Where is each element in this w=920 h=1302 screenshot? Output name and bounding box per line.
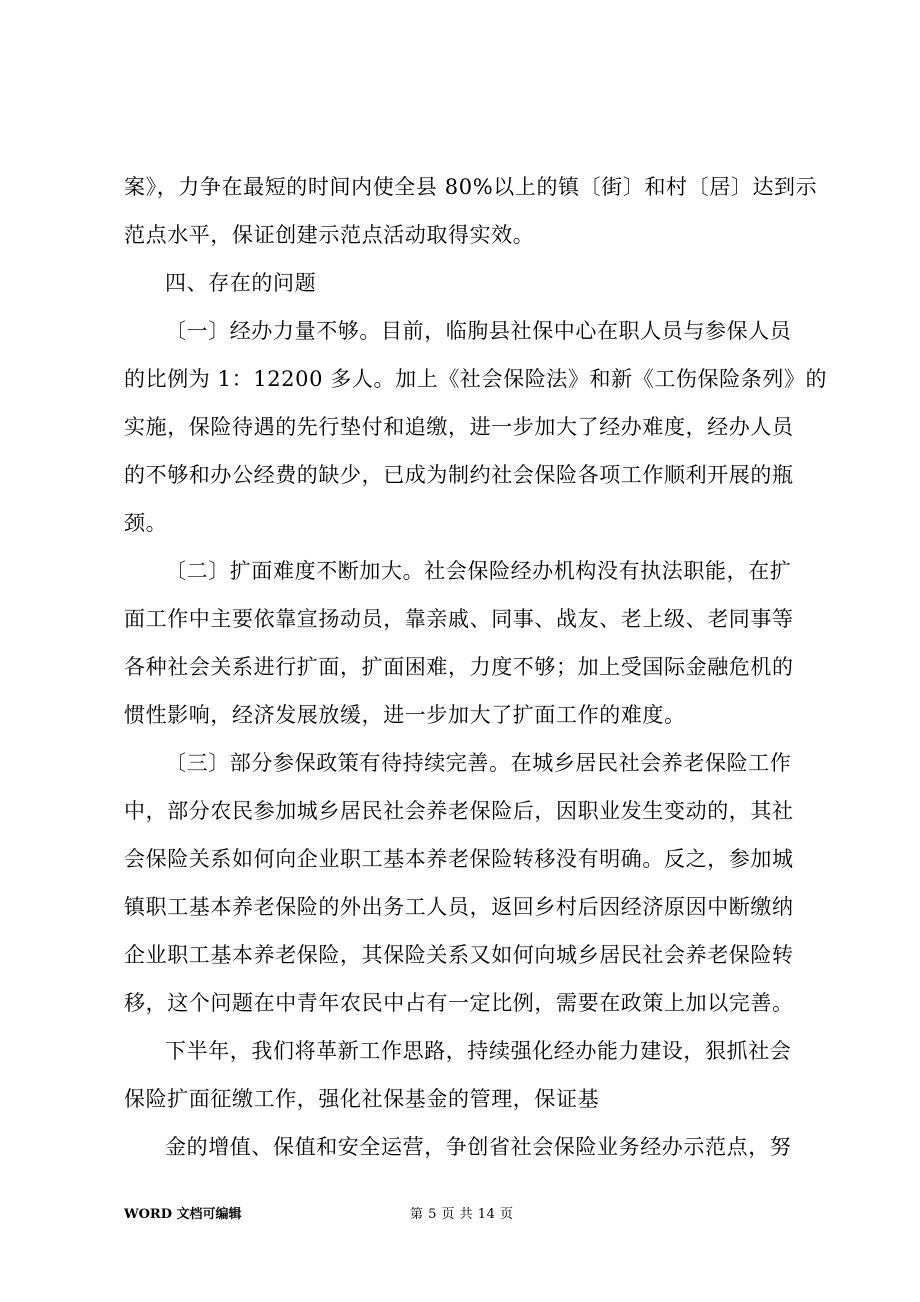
- text-line-15: 会保险关系如何向企业职工基本养老保险转移没有明确。反之，参加城: [124, 847, 794, 871]
- text-line-2: 范点水平，保证创建示范点活动取得实效。: [124, 223, 535, 247]
- text-line-8: 颈。: [124, 511, 168, 535]
- text-line-6: 实施，保险待遇的先行垫付和追缴，进一步加大了经办难度，经办人员: [124, 415, 794, 439]
- text-line-14: 中，部分农民参加城乡居民社会养老保险后，因职业发生变动的，其社: [124, 799, 794, 823]
- text-line-5: 的比例为 1：12200 多人。加上《社会保险法》和新《工伤保险条列》的: [124, 367, 828, 391]
- text-line-1: 案》，力争在最短的时间内使全县 80%以上的镇〔街〕和村〔居〕达到示: [124, 175, 818, 199]
- footer-page-number: 第 5 页 共 14 页: [410, 1207, 514, 1222]
- text-line-19: 下半年，我们将革新工作思路，持续强化经办能力建设，狠抓社会: [165, 1039, 792, 1063]
- text-line-18: 移，这个问题在中青年农民中占有一定比例，需要在政策上加以完善。: [124, 991, 794, 1015]
- text-line-10: 面工作中主要依靠宣扬动员，靠亲戚、同事、战友、老上级、老同事等: [124, 607, 794, 631]
- text-line-20: 保险扩面征缴工作，强化社保基金的管理，保证基: [124, 1087, 600, 1111]
- footer-editable-label: WORD 文档可编辑: [124, 1207, 242, 1222]
- text-line-9: 〔二〕扩面难度不断加大。社会保险经办机构没有执法职能，在扩: [165, 559, 792, 583]
- text-line-11: 各种社会关系进行扩面，扩面困难，力度不够；加上受国际金融危机的: [124, 655, 794, 679]
- section-heading: 四、存在的问题: [165, 271, 317, 295]
- text-line-17: 企业职工基本养老保险，其保险关系又如何向城乡居民社会养老保险转: [124, 943, 794, 967]
- text-line-21: 金的增值、保值和安全运营，争创省社会保险业务经办示范点，努: [165, 1135, 792, 1159]
- text-line-7: 的不够和办公经费的缺少，已成为制约社会保险各项工作顺利开展的瓶: [124, 463, 794, 487]
- text-line-16: 镇职工基本养老保险的外出务工人员，返回乡村后因经济原因中断缴纳: [124, 895, 794, 919]
- text-line-13: 〔三〕部分参保政策有待持续完善。在城乡居民社会养老保险工作: [165, 751, 792, 775]
- text-line-4: 〔一〕经办力量不够。目前，临朐县社保中心在职人员与参保人员: [165, 319, 792, 343]
- text-line-12: 惯性影响，经济发展放缓，进一步加大了扩面工作的难度。: [124, 703, 686, 727]
